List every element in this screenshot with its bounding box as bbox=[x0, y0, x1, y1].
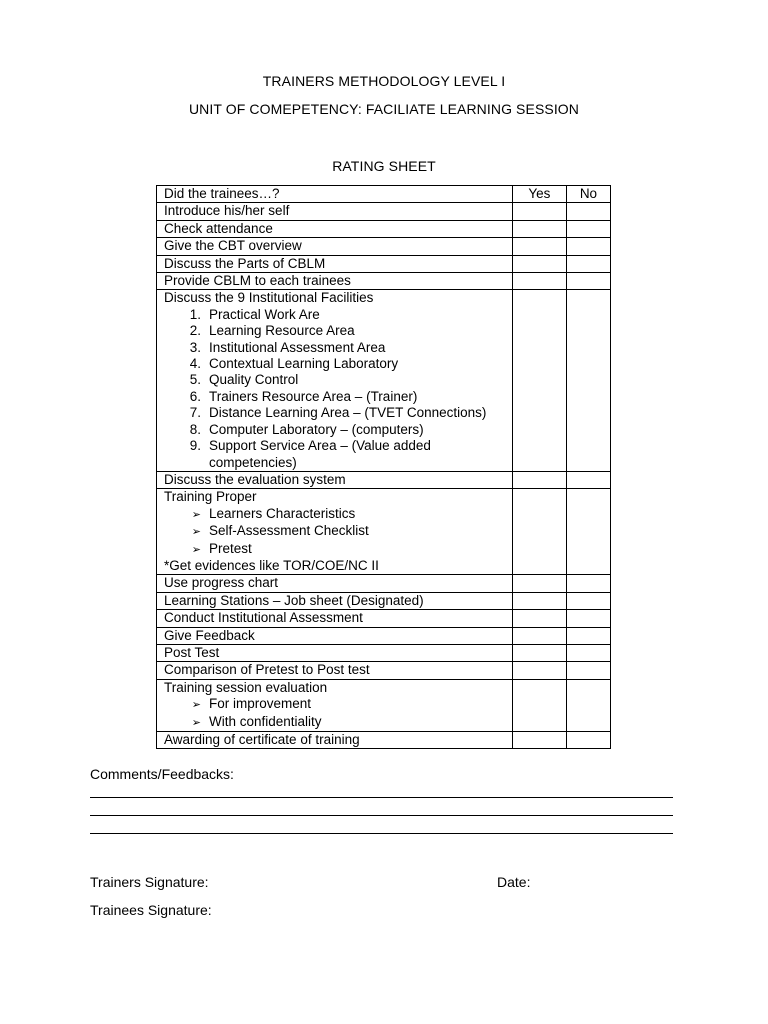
header-no: No bbox=[566, 186, 610, 203]
table-row bbox=[157, 662, 611, 679]
list-item bbox=[164, 506, 512, 523]
yes-checkbox-cell[interactable] bbox=[512, 592, 566, 609]
list-item bbox=[164, 356, 512, 372]
list-item bbox=[164, 389, 512, 405]
list-item bbox=[164, 696, 512, 713]
table-header-row bbox=[157, 186, 611, 203]
item-text: Contextual Learning Laboratory bbox=[209, 356, 399, 372]
criterion-label: Introduce his/her self bbox=[157, 203, 513, 220]
no-checkbox-cell[interactable] bbox=[566, 732, 610, 749]
trainers-signature-label: Trainers Signature: bbox=[90, 874, 209, 890]
no-checkbox-cell[interactable] bbox=[566, 662, 610, 679]
list-item bbox=[164, 541, 512, 558]
yes-checkbox-cell[interactable] bbox=[512, 290, 566, 471]
arrow-bullet-icon: ➢ bbox=[191, 543, 201, 556]
criterion-label: Discuss the Parts of CBLM bbox=[157, 255, 513, 272]
trainees-signature-label: Trainees Signature: bbox=[90, 902, 212, 918]
yes-checkbox-cell[interactable] bbox=[512, 220, 566, 237]
unit-of-competency: UNIT OF COMEPETENCY: FACILIATE LEARNING SESSION bbox=[188, 101, 580, 117]
no-checkbox-cell[interactable] bbox=[566, 644, 610, 661]
arrow-bullet-icon: ➢ bbox=[191, 526, 201, 539]
list-item bbox=[164, 438, 512, 471]
yes-checkbox-cell[interactable] bbox=[512, 732, 566, 749]
item-number: 5. bbox=[189, 372, 201, 388]
item-text: Learning Resource Area bbox=[209, 323, 355, 339]
date-label: Date: bbox=[497, 874, 531, 890]
item-text: Quality Control bbox=[209, 372, 299, 388]
table-row bbox=[157, 679, 611, 731]
criterion-cell-session-evaluation bbox=[157, 679, 513, 731]
list-item bbox=[164, 422, 512, 438]
no-checkbox-cell[interactable] bbox=[566, 273, 610, 290]
table-row bbox=[157, 238, 611, 255]
comment-line[interactable] bbox=[90, 797, 673, 798]
criterion-cell-training-proper bbox=[157, 489, 513, 575]
criterion-label: Provide CBLM to each trainees bbox=[157, 273, 513, 290]
list-item bbox=[164, 714, 512, 731]
table-row bbox=[157, 203, 611, 220]
table-row bbox=[157, 471, 611, 488]
table-row bbox=[157, 592, 611, 609]
yes-checkbox-cell[interactable] bbox=[512, 471, 566, 488]
yes-checkbox-cell[interactable] bbox=[512, 255, 566, 272]
yes-checkbox-cell[interactable] bbox=[512, 679, 566, 731]
criterion-label: Training session evaluation bbox=[164, 679, 328, 695]
no-checkbox-cell[interactable] bbox=[566, 471, 610, 488]
table-row bbox=[157, 255, 611, 272]
item-text: For improvement bbox=[209, 696, 312, 712]
item-text: With confidentiality bbox=[209, 713, 322, 729]
comment-line[interactable] bbox=[90, 815, 673, 816]
no-checkbox-cell[interactable] bbox=[566, 203, 610, 220]
table-row bbox=[157, 610, 611, 627]
list-item bbox=[164, 323, 512, 339]
header-yes: Yes bbox=[512, 186, 566, 203]
criterion-label: Use progress chart bbox=[157, 575, 513, 592]
criterion-label: Check attendance bbox=[157, 220, 513, 237]
table-row bbox=[157, 732, 611, 749]
item-number: 4. bbox=[189, 356, 201, 372]
table-row bbox=[157, 290, 611, 471]
table-row bbox=[157, 489, 611, 575]
comment-line[interactable] bbox=[90, 833, 673, 834]
yes-checkbox-cell[interactable] bbox=[512, 662, 566, 679]
list-item bbox=[164, 340, 512, 356]
criterion-label: Discuss the 9 Institutional Facilities bbox=[164, 290, 374, 306]
criterion-label: Training Proper bbox=[164, 489, 257, 505]
arrow-bullet-icon: ➢ bbox=[191, 699, 201, 712]
no-checkbox-cell[interactable] bbox=[566, 489, 610, 575]
item-text: Self-Assessment Checklist bbox=[209, 523, 369, 539]
item-number: 2. bbox=[189, 323, 201, 339]
table-row bbox=[157, 575, 611, 592]
yes-checkbox-cell[interactable] bbox=[512, 203, 566, 220]
yes-checkbox-cell[interactable] bbox=[512, 238, 566, 255]
yes-checkbox-cell[interactable] bbox=[512, 489, 566, 575]
item-number: 7. bbox=[189, 405, 201, 421]
criterion-cell-facilities bbox=[157, 290, 513, 471]
criterion-label: Awarding of certificate of training bbox=[157, 732, 513, 749]
table-row bbox=[157, 220, 611, 237]
item-number: 8. bbox=[189, 421, 201, 437]
yes-checkbox-cell[interactable] bbox=[512, 575, 566, 592]
no-checkbox-cell[interactable] bbox=[566, 592, 610, 609]
no-checkbox-cell[interactable] bbox=[566, 679, 610, 731]
comments-label: Comments/Feedbacks: bbox=[90, 766, 234, 782]
item-number: 3. bbox=[189, 339, 201, 355]
yes-checkbox-cell[interactable] bbox=[512, 627, 566, 644]
no-checkbox-cell[interactable] bbox=[566, 220, 610, 237]
document-title: TRAINERS METHODOLOGY LEVEL I bbox=[262, 73, 506, 89]
item-number: 6. bbox=[189, 388, 201, 404]
criterion-label: Post Test bbox=[157, 644, 513, 661]
list-item bbox=[164, 523, 512, 540]
item-text: Practical Work Are bbox=[209, 306, 320, 322]
item-text: Institutional Assessment Area bbox=[209, 339, 386, 355]
list-item bbox=[164, 405, 512, 421]
item-text: Pretest bbox=[209, 540, 252, 556]
criterion-label: Comparison of Pretest to Post test bbox=[157, 662, 513, 679]
table-row bbox=[157, 273, 611, 290]
arrow-bullet-icon: ➢ bbox=[191, 508, 201, 521]
item-text: Learners Characteristics bbox=[209, 505, 356, 521]
table-row bbox=[157, 627, 611, 644]
evidence-note: *Get evidences like TOR/COE/NC II bbox=[164, 557, 379, 573]
header-question: Did the trainees…? bbox=[157, 186, 513, 203]
criterion-label: Conduct Institutional Assessment bbox=[157, 610, 513, 627]
list-item bbox=[164, 372, 512, 388]
item-text: Trainers Resource Area – (Trainer) bbox=[209, 388, 418, 404]
criterion-label: Give the CBT overview bbox=[157, 238, 513, 255]
no-checkbox-cell[interactable] bbox=[566, 627, 610, 644]
item-text: Computer Laboratory – (computers) bbox=[209, 421, 424, 437]
item-number: 1. bbox=[189, 306, 201, 322]
yes-checkbox-cell[interactable] bbox=[512, 273, 566, 290]
criterion-label: Learning Stations – Job sheet (Designated) bbox=[157, 592, 513, 609]
no-checkbox-cell[interactable] bbox=[566, 610, 610, 627]
item-text: Support Service Area – (Value added competencies) bbox=[209, 438, 431, 470]
item-number: 9. bbox=[189, 438, 201, 454]
list-item bbox=[164, 307, 512, 323]
no-checkbox-cell[interactable] bbox=[566, 238, 610, 255]
table-row bbox=[157, 644, 611, 661]
no-checkbox-cell[interactable] bbox=[566, 575, 610, 592]
criterion-label: Give Feedback bbox=[157, 627, 513, 644]
rating-table bbox=[156, 185, 611, 749]
no-checkbox-cell[interactable] bbox=[566, 255, 610, 272]
item-text: Distance Learning Area – (TVET Connections) bbox=[209, 405, 487, 421]
yes-checkbox-cell[interactable] bbox=[512, 644, 566, 661]
yes-checkbox-cell[interactable] bbox=[512, 610, 566, 627]
rating-sheet-heading: RATING SHEET bbox=[332, 158, 436, 174]
criterion-label: Discuss the evaluation system bbox=[157, 471, 513, 488]
no-checkbox-cell[interactable] bbox=[566, 290, 610, 471]
arrow-bullet-icon: ➢ bbox=[191, 716, 201, 729]
